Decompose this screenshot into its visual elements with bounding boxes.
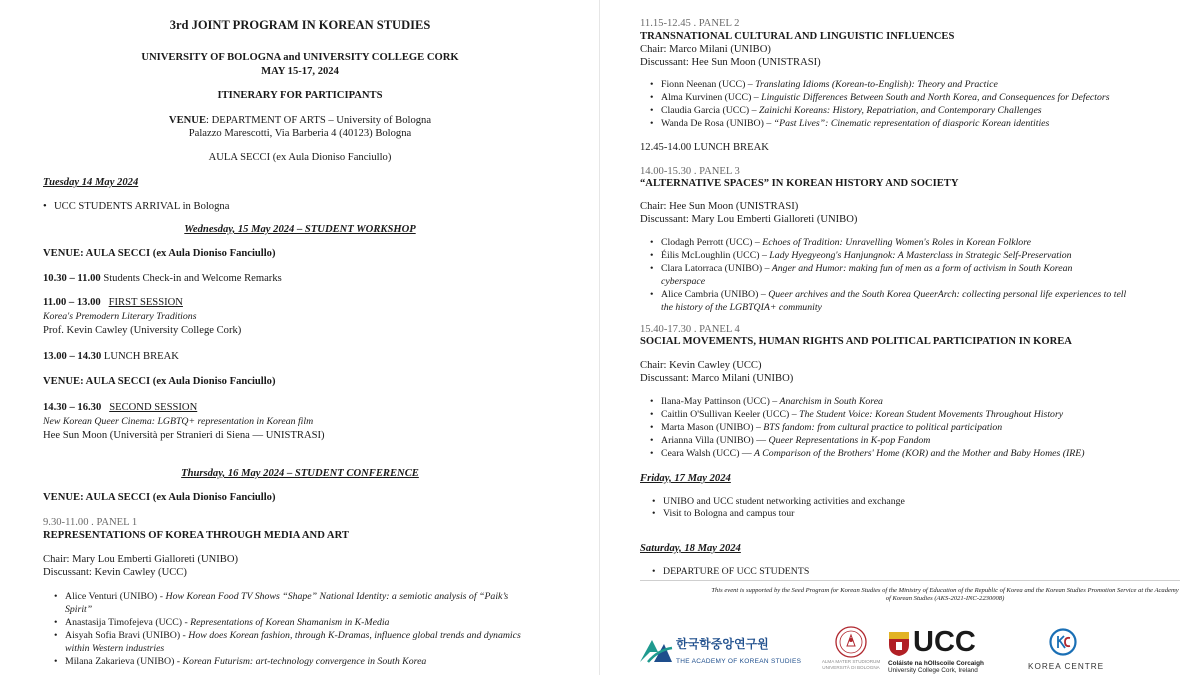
divider bbox=[640, 580, 1180, 581]
list-item-continued: the history of the LGBTQIA+ community bbox=[661, 302, 822, 313]
talk-title: A Comparison of the Brothers' Home (KOR) and the Mother and Baby Homes (IRE) bbox=[751, 448, 1085, 459]
panel2-discussant: Discussant: Hee Sun Moon (UNISTRASI) bbox=[640, 57, 821, 68]
second-session-time: 14.30 – 16.30 bbox=[43, 402, 102, 413]
list-item bbox=[65, 629, 521, 642]
second-session-label: SECOND SESSION bbox=[109, 402, 198, 413]
list-item bbox=[661, 78, 998, 91]
panel3-chair: Chair: Hee Sun Moon (UNISTRASI) bbox=[640, 201, 799, 212]
speaker: Marta Mason (UNIBO) – bbox=[661, 422, 761, 433]
tuesday-heading: Tuesday 14 May 2024 bbox=[43, 177, 139, 188]
ucc-english-name: University College Cork, Ireland bbox=[888, 667, 978, 674]
speaker: Aisyah Sofia Bravi (UNIBO) - bbox=[65, 630, 186, 641]
venue-line-1 bbox=[0, 114, 600, 127]
talk-title: Korean Futurism: art-technology convergence in South Korea bbox=[180, 656, 427, 667]
checkin-time: 10.30 – 11.00 bbox=[43, 273, 101, 284]
saturday-heading: Saturday, 18 May 2024 bbox=[640, 543, 741, 554]
speaker: Arianna Villa (UNIBO) — bbox=[661, 435, 767, 446]
talk-title: Queer Representations in K-pop Fandom bbox=[766, 435, 931, 446]
list-item bbox=[65, 590, 508, 603]
program-title: 3rd JOINT PROGRAM IN KOREAN STUDIES bbox=[169, 18, 431, 32]
support-note: This event is supported by the Seed Program for Korean Studies of the Ministry of Education of the Republic of Korea and the Korean Studies Promotion Service at the Academy of Korean Studies (AKS-2021-INC-2230008) bbox=[711, 587, 1179, 602]
panel2-chair: Chair: Marco Milani (UNIBO) bbox=[640, 44, 771, 55]
list-item bbox=[661, 262, 1072, 275]
list-item bbox=[65, 616, 389, 629]
panel4-discussant: Discussant: Marco Milani (UNIBO) bbox=[640, 373, 794, 384]
talk-title: Anger and Humor: making fun of men as a form of activism in South Korean bbox=[769, 263, 1073, 274]
first-session-label: FIRST SESSION bbox=[108, 297, 183, 308]
korea-centre-emblem-icon bbox=[1049, 628, 1077, 656]
list-item bbox=[661, 117, 1049, 130]
friday-item: • Visit to Bologna and campus tour bbox=[663, 507, 794, 520]
talk-title: Linguistic Differences Between South and North Korea, and Consequences for Defectors bbox=[758, 92, 1110, 103]
list-item-continued bbox=[65, 642, 164, 655]
panel4-time: 15.40-17.30 . PANEL 4 bbox=[640, 324, 740, 335]
first-session-speaker: Prof. Kevin Cawley (University College Cork) bbox=[43, 325, 242, 336]
speaker: Caitlin O'Sullivan Keeler (UCC) – bbox=[661, 409, 797, 420]
venue-address: : DEPARTMENT OF ARTS – University of Bologna bbox=[206, 115, 432, 126]
venue-aula-3: VENUE: AULA SECCI (ex Aula Dioniso Fanciullo) bbox=[43, 492, 276, 503]
korea-centre-name: KOREA CENTRE bbox=[1028, 662, 1105, 671]
list-item bbox=[661, 447, 1085, 460]
list-item bbox=[661, 249, 1072, 262]
speaker: Ilana-May Pattinson (UCC) – bbox=[661, 396, 778, 407]
lunch-row-2: 12.45-14.00 LUNCH BREAK bbox=[640, 142, 769, 153]
talk-title: Anarchism in South Korea bbox=[777, 396, 883, 407]
panel3-discussant: Discussant: Mary Lou Emberti Gialloreti (UNIBO) bbox=[640, 214, 858, 225]
panel1-title: REPRESENTATIONS OF KOREA THROUGH MEDIA AND ART bbox=[43, 530, 349, 541]
aks-english-name: THE ACADEMY OF KOREAN STUDIES bbox=[676, 658, 802, 665]
venue-label: VENUE bbox=[168, 115, 207, 126]
panel1-chair: Chair: Mary Lou Emberti Gialloreti (UNIBO) bbox=[43, 554, 239, 565]
talk-title: Lady Hyegyeong's Hanjungnok: A Masterclass in Strategic Self-Preservation bbox=[766, 250, 1072, 261]
speaker: Clodagh Perrott (UCC) – bbox=[661, 237, 760, 248]
list-item bbox=[661, 91, 1110, 104]
talk-title: How Korean Food TV Shows “Shape” National Identity: a semiotic analysis of “Paik’s bbox=[163, 591, 509, 602]
ucc-logo bbox=[888, 626, 1003, 674]
list-item bbox=[661, 395, 883, 408]
venue-line-2: Palazzo Marescotti, Via Barberia 4 (40123) Bologna bbox=[188, 128, 412, 139]
lunch-row-1 bbox=[43, 350, 179, 363]
checkin-text: Students Check-in and Welcome Remarks bbox=[100, 273, 282, 284]
talk-title: Representations of Korean Shamanism in K-Media bbox=[187, 617, 390, 628]
speaker: Ceara Walsh (UCC) — bbox=[661, 448, 752, 459]
talk-title: The Student Voice: Korean Student Movements Throughout History bbox=[796, 409, 1064, 420]
speaker: Alice Venturi (UNIBO) - bbox=[65, 591, 164, 602]
dates-line: MAY 15-17, 2024 bbox=[261, 66, 339, 77]
speaker: Éilis McLoughlin (UCC) – bbox=[661, 250, 767, 261]
panel3-title: “ALTERNATIVE SPACES” IN KOREAN HISTORY AND SOCIETY bbox=[640, 178, 959, 189]
second-session-title: New Korean Queer Cinema: LGBTQ+ representation in Korean film bbox=[43, 416, 314, 427]
unibo-seal-icon bbox=[835, 626, 867, 658]
talk-title: Spirit” bbox=[65, 604, 93, 615]
saturday-item: • DEPARTURE OF UCC STUDENTS bbox=[663, 565, 809, 578]
aks-emblem-icon bbox=[638, 638, 674, 664]
list-item bbox=[661, 104, 1042, 117]
unibo-line-2: UNIVERSITÀ DI BOLOGNA bbox=[822, 665, 880, 670]
list-item-continued: cyberspace bbox=[661, 276, 706, 287]
list-item-continued bbox=[65, 603, 92, 616]
panel3-time: 14.00-15.30 . PANEL 3 bbox=[640, 166, 740, 177]
second-session-row bbox=[43, 401, 197, 414]
universities-line: UNIVERSITY OF BOLOGNA and UNIVERSITY COLLEGE CORK bbox=[141, 52, 459, 63]
ucc-irish-name: Coláiste na hOllscoile Corcaigh bbox=[888, 660, 984, 667]
speaker: Anastasija Timofejeva (UCC) - bbox=[65, 617, 188, 628]
speaker: Wanda De Rosa (UNIBO) – bbox=[661, 118, 772, 129]
aula-line: AULA SECCI (ex Aula Dioniso Fanciullo) bbox=[208, 152, 392, 163]
wednesday-heading: Wednesday, 15 May 2024 – STUDENT WORKSHOP bbox=[184, 224, 416, 235]
venue-aula-1: VENUE: AULA SECCI (ex Aula Dioniso Fanciullo) bbox=[43, 248, 276, 259]
list-item bbox=[661, 288, 1126, 301]
speaker: Claudia Garcia (UCC) – bbox=[661, 105, 757, 116]
panel2-title: TRANSNATIONAL CULTURAL AND LINGUISTIC INFLUENCES bbox=[640, 31, 955, 42]
unibo-logo bbox=[816, 626, 886, 674]
talk-title: How does Korean fashion, through K-Dramas, influence global trends and dynamics bbox=[185, 630, 521, 641]
lunch1-text: LUNCH BREAK bbox=[101, 351, 179, 362]
list-item bbox=[661, 421, 1002, 434]
list-item bbox=[661, 434, 930, 447]
tuesday-item: • UCC STUDENTS ARRIVAL in Bologna bbox=[54, 200, 229, 213]
panel4-chair: Chair: Kevin Cawley (UCC) bbox=[640, 360, 762, 371]
lunch1-time: 13.00 – 14.30 bbox=[43, 351, 102, 362]
friday-heading: Friday, 17 May 2024 bbox=[640, 473, 731, 484]
first-session-title: Korea's Premodern Literary Traditions bbox=[43, 311, 197, 322]
ucc-wordmark: UCC bbox=[913, 626, 976, 658]
speaker: Alice Cambria (UNIBO) – bbox=[661, 289, 766, 300]
first-session-time: 11.00 – 13.00 bbox=[43, 297, 101, 308]
talk-title: within Western industries bbox=[65, 643, 165, 654]
speaker: Milana Zakarieva (UNIBO) - bbox=[65, 656, 181, 667]
speaker: Fionn Neenan (UCC) – bbox=[661, 79, 753, 90]
korea-centre-logo bbox=[1028, 628, 1105, 672]
unibo-line-1: ALMA MATER STUDIORUM bbox=[821, 659, 881, 664]
list-item bbox=[661, 408, 1063, 421]
speaker: Alma Kurvinen (UCC) – bbox=[661, 92, 759, 103]
panel1-time: 9.30-11.00 . PANEL 1 bbox=[43, 517, 138, 528]
talk-title: Echoes of Tradition: Unravelling Women's Roles in Korean Folklore bbox=[759, 237, 1031, 248]
aks-logo bbox=[638, 636, 808, 668]
panel4-title: SOCIAL MOVEMENTS, HUMAN RIGHTS AND POLITICAL PARTICIPATION IN KOREA bbox=[640, 336, 1072, 347]
list-item bbox=[65, 655, 426, 668]
friday-item: • UNIBO and UCC student networking activities and exchange bbox=[663, 495, 905, 508]
first-session-row bbox=[43, 296, 183, 309]
right-page bbox=[600, 0, 1200, 675]
speaker: Clara Latorraca (UNIBO) – bbox=[661, 263, 770, 274]
talk-title: BTS fandom: from cultural practice to political participation bbox=[760, 422, 1003, 433]
itinerary-heading: ITINERARY FOR PARTICIPANTS bbox=[217, 90, 383, 101]
talk-title: Queer archives and the South Korea QueerArch: collecting personal life experiences to tell bbox=[765, 289, 1127, 300]
thursday-heading: Thursday, 16 May 2024 – STUDENT CONFERENCE bbox=[181, 468, 419, 479]
talk-title: “Past Lives”: Cinematic representation of diasporic Korean identities bbox=[771, 118, 1050, 129]
panel2-time: 11.15-12.45 . PANEL 2 bbox=[640, 18, 740, 29]
checkin-row bbox=[43, 272, 282, 285]
ucc-crest-icon bbox=[888, 631, 910, 657]
talk-title: Translating Idioms (Korean-to-English): Theory and Practice bbox=[752, 79, 998, 90]
second-session-speaker: Hee Sun Moon (Università per Stranieri di Siena — UNISTRASI) bbox=[43, 430, 325, 441]
list-item bbox=[661, 236, 1031, 249]
talk-title: Zainichi Koreans: History, Repatriation, and Contemporary Challenges bbox=[756, 105, 1042, 116]
panel1-discussant: Discussant: Kevin Cawley (UCC) bbox=[43, 567, 187, 578]
aks-korean-name: 한국학중앙연구원 bbox=[676, 637, 769, 651]
venue-aula-2: VENUE: AULA SECCI (ex Aula Dioniso Fanciullo) bbox=[43, 376, 276, 387]
